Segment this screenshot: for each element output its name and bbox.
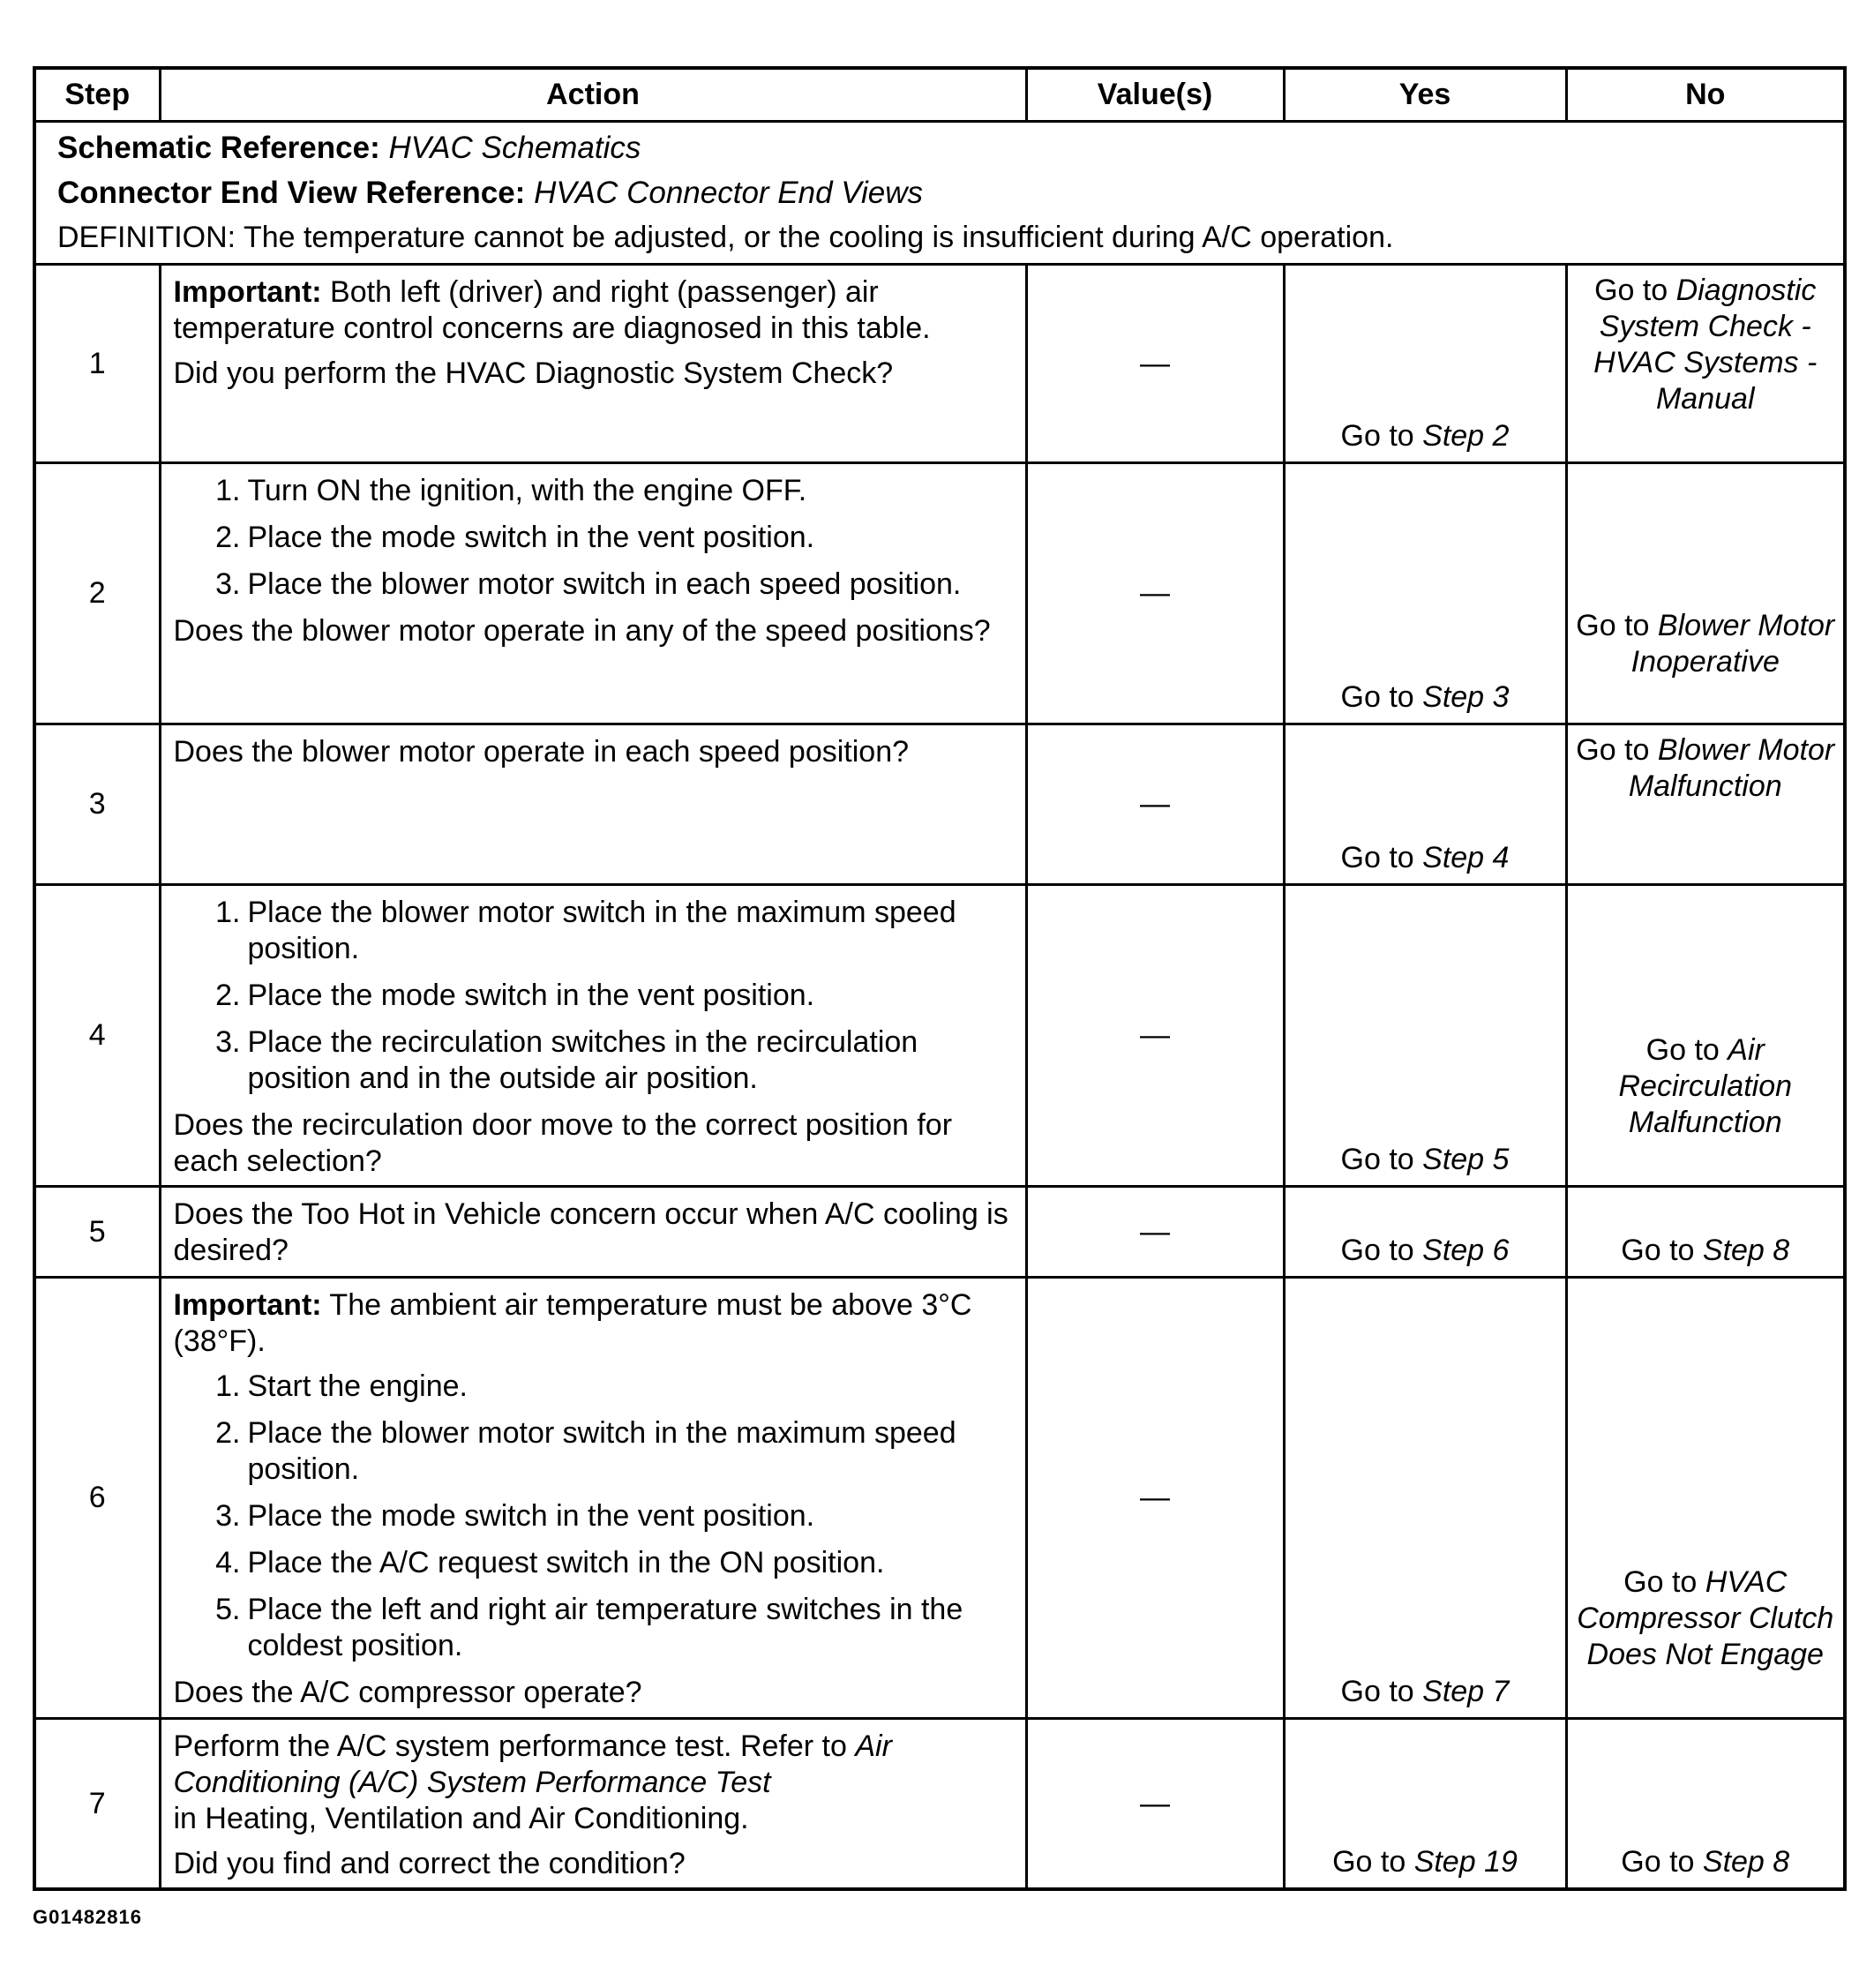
yes-link[interactable]: Step 19: [1413, 1845, 1518, 1879]
value-cell: —: [1026, 265, 1284, 463]
value-cell: —: [1026, 463, 1284, 724]
step-number: 4: [34, 885, 160, 1187]
value-cell: —: [1026, 1187, 1284, 1278]
header-no: No: [1566, 68, 1845, 122]
list-item: 2. Place the mode switch in the vent position.: [215, 521, 815, 554]
yes-cell: Go to Step 6: [1284, 1187, 1566, 1278]
list-item: 5. Place the left and right air temperature switches in the coldest position.: [215, 1593, 963, 1662]
header-values: Value(s): [1026, 68, 1284, 122]
connector-reference-link[interactable]: HVAC Connector End Views: [534, 176, 924, 210]
no-cell: Go to Step 8: [1566, 1719, 1845, 1890]
no-link[interactable]: Air Recirculation Malfunction: [1618, 1033, 1793, 1139]
question-text: Does the blower motor operate in any of the speed positions?: [173, 614, 991, 648]
no-link[interactable]: Step 8: [1702, 1234, 1790, 1267]
step-number: 5: [34, 1187, 160, 1278]
step-row-5: [34, 1187, 1845, 1278]
procedure-text: Perform the A/C system performance test. Refer to Air Conditioning (A/C) System Performance Test in Heating, Ventilation and Air Conditioning.: [173, 1729, 892, 1835]
action-cell: [160, 1278, 1026, 1719]
no-cell: Go to Blower Motor Inoperative: [1566, 463, 1845, 724]
step-row-2: [34, 463, 1845, 724]
procedure-list: [174, 473, 1013, 603]
list-item: 2. Place the blower motor switch in the maximum speed position.: [215, 1416, 956, 1486]
no-link[interactable]: Diagnostic System Check - HVAC Systems - Manual: [1593, 274, 1818, 416]
yes-cell: Go to Step 5: [1284, 885, 1566, 1187]
action-cell: [160, 1719, 1026, 1890]
list-item: 4. Place the A/C request switch in the ON position.: [215, 1546, 885, 1579]
list-item: 1. Turn ON the ignition, with the engine OFF.: [215, 474, 807, 507]
no-cell: Go to Step 8: [1566, 1187, 1845, 1278]
no-cell: Go to Blower Motor Malfunction: [1566, 724, 1845, 885]
question-text: Does the blower motor operate in each speed position?: [173, 735, 910, 769]
schematic-reference-label: Schematic Reference:: [57, 131, 380, 165]
header-step: Step: [34, 68, 160, 122]
procedure-list: [174, 1369, 1013, 1664]
list-item: 2. Place the mode switch in the vent position.: [215, 979, 815, 1012]
action-cell: [160, 463, 1026, 724]
no-link[interactable]: HVAC Compressor Clutch Does Not Engage: [1577, 1565, 1834, 1671]
action-cell: [160, 1187, 1026, 1278]
yes-link[interactable]: Step 6: [1422, 1234, 1510, 1267]
yes-cell: Go to Step 2: [1284, 265, 1566, 463]
action-cell: [160, 724, 1026, 885]
yes-cell: Go to Step 3: [1284, 463, 1566, 724]
header-yes: Yes: [1284, 68, 1566, 122]
step-number: 7: [34, 1719, 160, 1890]
action-cell: [160, 265, 1026, 463]
step-row-3: [34, 724, 1845, 885]
question-text: Did you perform the HVAC Diagnostic System Check?: [173, 356, 894, 390]
value-cell: —: [1026, 1719, 1284, 1890]
action-cell: [160, 885, 1026, 1187]
reference-cell: [34, 122, 1845, 265]
question-text: Does the recirculation door move to the correct position for each selection?: [173, 1108, 953, 1178]
question-text: Did you find and correct the condition?: [173, 1847, 686, 1880]
step-number: 3: [34, 724, 160, 885]
connector-reference-label: Connector End View Reference:: [57, 176, 526, 210]
yes-link[interactable]: Step 3: [1422, 680, 1510, 714]
yes-link[interactable]: Step 4: [1422, 841, 1510, 874]
step-number: 2: [34, 463, 160, 724]
list-item: 3. Place the mode switch in the vent position.: [215, 1499, 815, 1533]
figure-id: G01482816: [33, 1906, 142, 1928]
list-item: 1. Place the blower motor switch in the maximum speed position.: [215, 896, 956, 965]
header-row: [34, 68, 1845, 122]
yes-cell: Go to Step 7: [1284, 1278, 1566, 1719]
no-link[interactable]: Blower Motor Malfunction: [1628, 733, 1835, 803]
value-cell: —: [1026, 724, 1284, 885]
step-row-1: [34, 265, 1845, 463]
important-note: Important: Both left (driver) and right (passenger) air temperature control concerns are diagnosed in this table.: [173, 275, 931, 345]
step-row-7: [34, 1719, 1845, 1890]
procedure-list: [174, 895, 1013, 1097]
yes-cell: Go to Step 4: [1284, 724, 1566, 885]
value-cell: —: [1026, 885, 1284, 1187]
yes-cell: Go to Step 19: [1284, 1719, 1566, 1890]
question-text: Does the A/C compressor operate?: [173, 1676, 642, 1709]
definition-text: DEFINITION: The temperature cannot be adjusted, or the cooling is insufficient during A/C operation.: [57, 221, 1394, 254]
step-row-4: [34, 885, 1845, 1187]
step-number: 1: [34, 265, 160, 463]
diagnostic-table: [33, 66, 1847, 1891]
yes-link[interactable]: Step 7: [1422, 1675, 1510, 1708]
list-item: 1. Start the engine.: [215, 1369, 468, 1403]
header-action: Action: [160, 68, 1026, 122]
value-cell: —: [1026, 1278, 1284, 1719]
step-number: 6: [34, 1278, 160, 1719]
step-row-6: [34, 1278, 1845, 1719]
no-cell: Go to HVAC Compressor Clutch Does Not Engage: [1566, 1278, 1845, 1719]
reference-row: [34, 122, 1845, 265]
no-link[interactable]: Step 8: [1702, 1845, 1790, 1879]
question-text: Does the Too Hot in Vehicle concern occur when A/C cooling is desired?: [173, 1197, 1008, 1267]
schematic-reference-link[interactable]: HVAC Schematics: [388, 131, 641, 165]
yes-link[interactable]: Step 2: [1422, 419, 1510, 453]
performance-test-link[interactable]: Air Conditioning (A/C) System Performance Test: [173, 1729, 892, 1799]
no-link[interactable]: Blower Motor Inoperative: [1630, 609, 1835, 679]
no-cell: Go to Air Recirculation Malfunction: [1566, 885, 1845, 1187]
list-item: 3. Place the recirculation switches in the recirculation position and in the outside air position.: [215, 1025, 918, 1095]
list-item: 3. Place the blower motor switch in each speed position.: [215, 567, 962, 601]
important-note: Important: The ambient air temperature must be above 3°C (38°F).: [173, 1288, 972, 1358]
no-cell: Go to Diagnostic System Check - HVAC Systems - Manual: [1566, 265, 1845, 463]
yes-link[interactable]: Step 5: [1422, 1143, 1510, 1176]
